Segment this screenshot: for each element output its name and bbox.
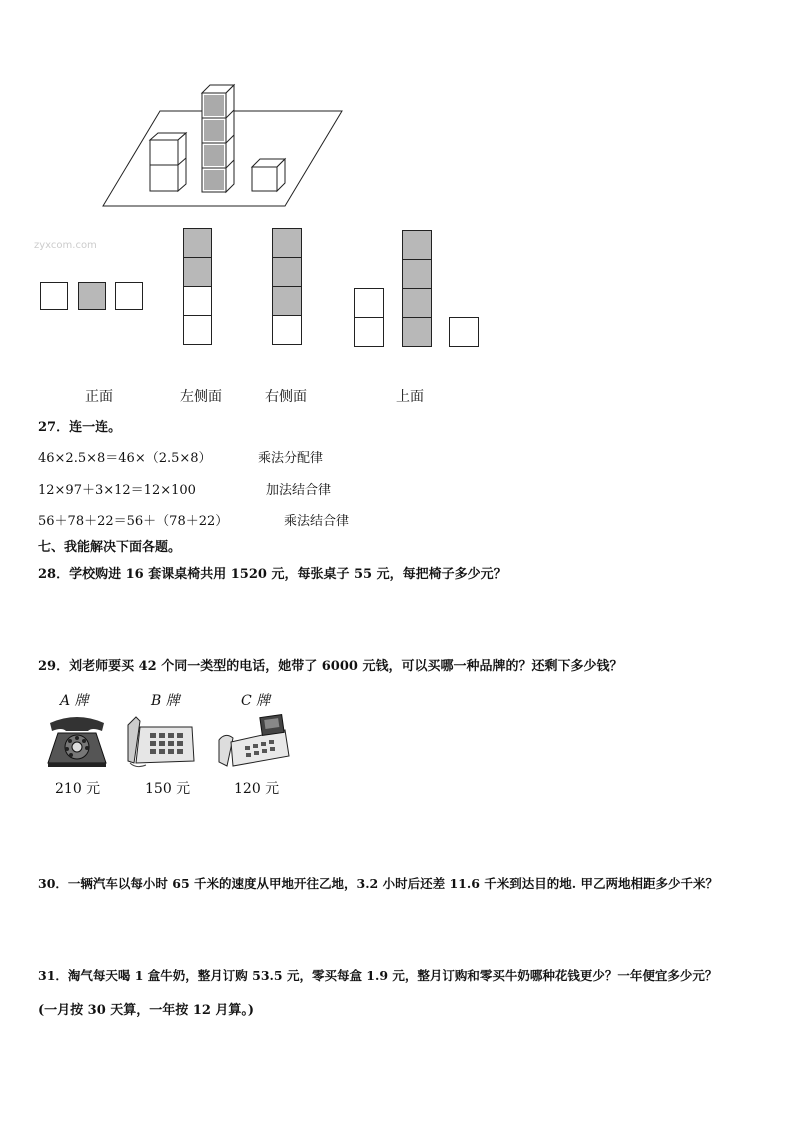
caption-top: 上面: [396, 389, 424, 405]
keypad-phone-icon: [126, 713, 196, 769]
front-view-cell: [115, 282, 143, 310]
watermark: zyxcom.com: [34, 240, 97, 251]
q27-law-1[interactable]: 乘法分配律: [258, 451, 324, 466]
q27-title: 27．连一连。: [38, 420, 122, 435]
q31-text-line1: 31．淘气每天喝 1 盒牛奶，整月订购 53.5 元，零买每盒 1.9 元，整月订购和零买牛奶哪种花钱更少？一年便宜多少元？: [38, 968, 718, 983]
left-view-cell-shaded: [183, 257, 212, 287]
q27-law-3[interactable]: 乘法结合律: [284, 514, 350, 529]
cube-stack-left: [150, 133, 186, 191]
cube-single-right: [252, 159, 285, 191]
front-view-cell: [40, 282, 68, 310]
q30-text: 30．一辆汽车以每小时 65 千米的速度从甲地开往乙地，3.2 小时后还差 11.6 千米到达目的地. 甲乙两地相距多少千米？: [38, 876, 718, 891]
phone-b-price: 150 元: [145, 781, 191, 797]
right-view-cell-shaded: [272, 257, 302, 287]
rotary-phone-icon: [44, 713, 110, 769]
top-view-cell: [354, 288, 384, 318]
q29-text: 29．刘老师要买 42 个同一类型的电话，她带了 6000 元钱，可以买哪一种品牌的？还剩下多少钱？: [38, 659, 623, 674]
left-view-cell: [183, 286, 212, 316]
cube-stack-middle: [202, 85, 234, 192]
caption-front: 正面: [85, 389, 113, 405]
left-view-cell: [183, 315, 212, 345]
top-view-cell-shaded: [402, 288, 432, 318]
right-view-cell-shaded: [272, 286, 302, 316]
left-view-cell-shaded: [183, 228, 212, 258]
q28-text: 28．学校购进 16 套课桌椅共用 1520 元，每张桌子 55 元，每把椅子多少元？: [38, 567, 507, 582]
right-view-cell: [272, 315, 302, 345]
q27-expr-3: 56＋78＋22＝56＋（78＋22）: [38, 514, 229, 529]
q27-expr-1: 46×2.5×8＝46×（2.5×8）: [38, 451, 212, 466]
q27-expr-2: 12×97＋3×12＝12×100: [38, 483, 196, 498]
phone-c-price: 120 元: [234, 781, 280, 797]
cube-stack-figure: [100, 80, 350, 210]
caption-right: 右侧面: [265, 389, 307, 405]
top-view-cell: [354, 317, 384, 347]
caption-left: 左侧面: [180, 389, 222, 405]
top-view-cell: [449, 317, 479, 347]
section-7-heading: 七、我能解决下面各题。: [38, 540, 182, 555]
top-view-cell-shaded: [402, 317, 432, 347]
top-view-cell-shaded: [402, 259, 432, 289]
phone-c-brand: C 牌: [241, 693, 271, 709]
right-view-cell-shaded: [272, 228, 302, 258]
display-phone-icon: [215, 712, 293, 770]
front-view-cell-shaded: [78, 282, 106, 310]
q31-text-line2: (一月按 30 天算，一年按 12 月算。): [38, 1003, 255, 1018]
phone-b-brand: B 牌: [151, 693, 180, 709]
phone-a-price: 210 元: [55, 781, 101, 797]
q27-law-2[interactable]: 加法结合律: [266, 483, 332, 498]
top-view-cell-shaded: [402, 230, 432, 260]
phone-a-brand: A 牌: [60, 693, 89, 709]
